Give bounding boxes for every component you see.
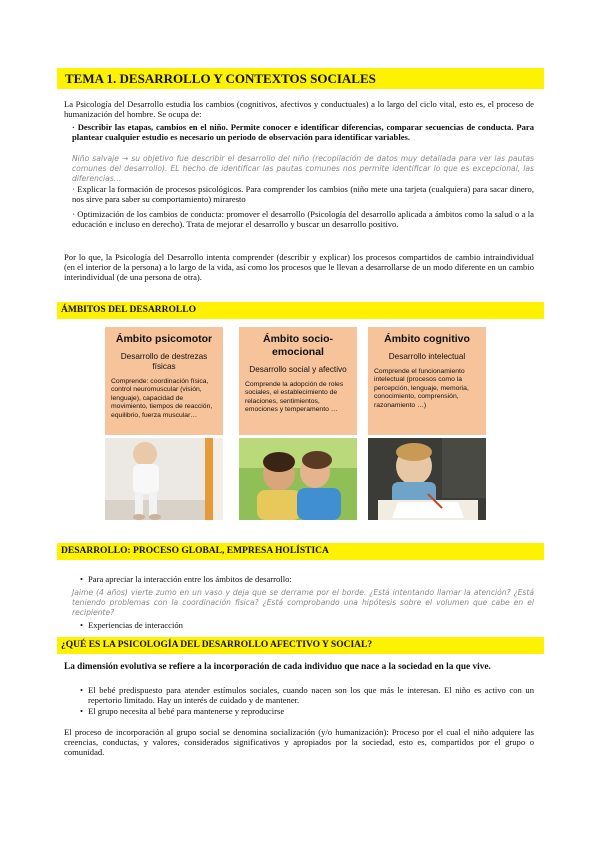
paragraph-comprender: Por lo que, la Psicología del Desarrollo intenta comprender (describir y explicar) los procesos compartidos de cambio intraindividual (en el interior de la persona) a lo largo de la vida, así como los procesos que le llevan a desarrollarse de un modo diferente en un cambio interindividual (de una persona de otra). (64, 252, 534, 283)
section-holistico: DESARROLLO: PROCESO GLOBAL, EMPRESA HOLÍSTICA (57, 543, 544, 560)
card-description: Comprende la adopción de roles sociales, el establecimiento de relaciones, sentimientos, emociones y temperamento … (245, 381, 344, 414)
bullet-experiencias: • Experiencias de interacción (88, 620, 528, 630)
bullet-explicar: · Explicar la formación de procesos psicológicos. Para comprender los cambios (niño mete una tarjeta (cualquiera) para sacar dinero, nos sirve para saber su comportamiento) miraresto (72, 184, 534, 205)
section-ambitos: ÁMBITOS DEL DESARROLLO (57, 302, 544, 319)
section-afectivo-social: ¿QUÉ ES LA PSICOLOGÍA DEL DESARROLLO AFECTIVO Y SOCIAL? (57, 637, 544, 654)
bullet-bebe: • El bebé predispuesto para atender estímulos sociales, cuando nacen son los que más le interesan. El niño es activo con un repertorio limitado. Hay un interés de cuidado y de mantener. (88, 685, 534, 705)
card-title: Ámbito psicomotor (115, 333, 213, 345)
photo-cognitivo (368, 438, 486, 520)
card-psicomotor (105, 327, 223, 435)
page-title: TEMA 1. DESARROLLO Y CONTEXTOS SOCIALES (57, 68, 544, 89)
card-socioemocional (239, 327, 357, 435)
card-title: Ámbito socio-emocional (263, 333, 333, 358)
photo-psicomotor (105, 438, 223, 520)
card-cognitivo (368, 327, 486, 435)
card-description: Comprende: coordinación física, control neuromuscular (visión, lenguaje), capacidad de movimiento, tiempos de reacción, equilibrio, fuerza muscular… (111, 378, 213, 419)
bullet-interaccion: • Para apreciar la interacción entre los ámbitos de desarrollo: (88, 574, 528, 584)
note-jaime: Jaime (4 años) vierte zumo en un vaso y deja que se derrame por el borde. ¿Está intentando llamar la atención? ¿Está teniendo problemas con la coordinación física? ¿Está comprobando una hipótesis sobre el volumen que cabe en el recipiente? (72, 588, 534, 617)
final-paragraph: El proceso de incorporación al grupo social se denomina socialización (y/o humanización): Proceso por el cual el niño adquiere las creencias, conductas, y valores, considerados significativos y apropiados por la sociedad, esto es, compartidos por el grupo o comunidad. (64, 727, 534, 758)
bullet-grupo: • El grupo necesita al bebé para mantenerse y reproducirse (88, 706, 534, 716)
photo-socioemocional (239, 438, 357, 520)
note-nino-salvaje: Niño salvaje → su objetivo fue describir el desarrollo del niño (recopilación de datos muy detallada para ver las pautas comunes del desarrollo). EL hecho de identificar las pautas comunes nos permite identificar lo que es excepcional, las diferencias… (72, 154, 534, 183)
intro-paragraph: La Psicología del Desarrollo estudia los cambios (cognitivos, afectivos y conductuales) a lo largo del ciclo vital, esto es, el proceso de humanización del hombre. Se ocupa de: (64, 99, 534, 120)
bullet-describir: · Describir las etapas, cambios en el niño. Permite conocer e identificar diferencias, comparar secuencias de conducta. Para plantear cualquier estudio es necesario un periodo de observación para identificar variables. (72, 122, 534, 143)
card-subtitle: Desarrollo social y afectivo (249, 365, 347, 374)
bullet-optimizacion: · Optimización de los cambios de conducta: promover el desarrollo (Psicología del desarrollo aplicada a ámbitos como la salud o a la educación e incluso en derecho). Trata de mejorar el desarrollo y buscar un desarrollo positivo. (72, 209, 534, 230)
card-title: Ámbito cognitivo (384, 333, 470, 345)
card-description: Comprende el funcionamiento intelectual (procesos como la percepción, lenguaje, memoria, conocimiento, comprensión, razonamiento …) (374, 368, 469, 409)
card-subtitle: Desarrollo de destrezas físicas (120, 352, 208, 371)
dimension-paragraph: La dimensión evolutiva se refiere a la incorporación de cada individuo que nace a la sociedad en la que vive. (64, 662, 491, 672)
card-subtitle: Desarrollo intelectual (388, 352, 466, 361)
